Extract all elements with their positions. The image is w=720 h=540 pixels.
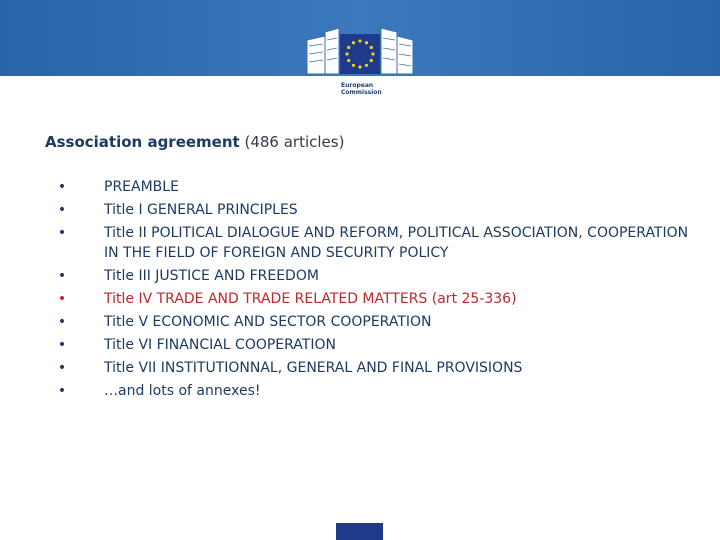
- list-item-text: Title I GENERAL PRINCIPLES: [104, 202, 298, 218]
- bullet-icon: •: [57, 314, 67, 330]
- page-title-main: Association agreement: [45, 133, 240, 151]
- list-item-text: Title II POLITICAL DIALOGUE AND REFORM, POLITICAL ASSOCIATION, COOPERATION IN THE FIELD OF FOREIGN AND SECURITY POLICY: [104, 225, 689, 261]
- bullet-icon: •: [57, 268, 67, 284]
- logo-label: [341, 82, 401, 96]
- list-item: [55, 381, 695, 401]
- bullet-icon: •: [57, 291, 67, 307]
- list-item-text: …and lots of annexes!: [104, 383, 261, 399]
- list-item-text: Title III JUSTICE AND FREEDOM: [104, 268, 319, 284]
- bullet-icon: •: [57, 383, 67, 399]
- list-item: [55, 312, 695, 332]
- bullet-icon: •: [57, 360, 67, 376]
- bullet-icon: •: [57, 179, 67, 195]
- section-list: [55, 177, 695, 404]
- footer-flag: [336, 523, 383, 540]
- list-item: [55, 335, 695, 355]
- bullet-icon: •: [57, 225, 67, 241]
- list-item-text: Title IV TRADE AND TRADE RELATED MATTERS (art 25-336): [104, 291, 517, 307]
- page-title-count: (486 articles): [244, 133, 345, 151]
- logo-label-line2: Commission: [341, 89, 382, 96]
- list-item-highlighted: [55, 289, 695, 309]
- page-title: [45, 133, 344, 151]
- bullet-icon: •: [57, 337, 67, 353]
- list-item: [55, 200, 695, 220]
- list-item-text: Title VI FINANCIAL COOPERATION: [104, 337, 336, 353]
- bullet-icon: •: [57, 202, 67, 218]
- list-item: [55, 177, 695, 197]
- list-item-text: PREAMBLE: [104, 179, 179, 195]
- list-item-text: Title VII INSTITUTIONNAL, GENERAL AND FINAL PROVISIONS: [104, 360, 523, 376]
- logo-label-line1: European: [341, 82, 374, 89]
- list-item-text: Title V ECONOMIC AND SECTOR COOPERATION: [104, 314, 432, 330]
- list-item: [55, 358, 695, 378]
- list-item: [55, 266, 695, 286]
- list-item: [55, 223, 695, 263]
